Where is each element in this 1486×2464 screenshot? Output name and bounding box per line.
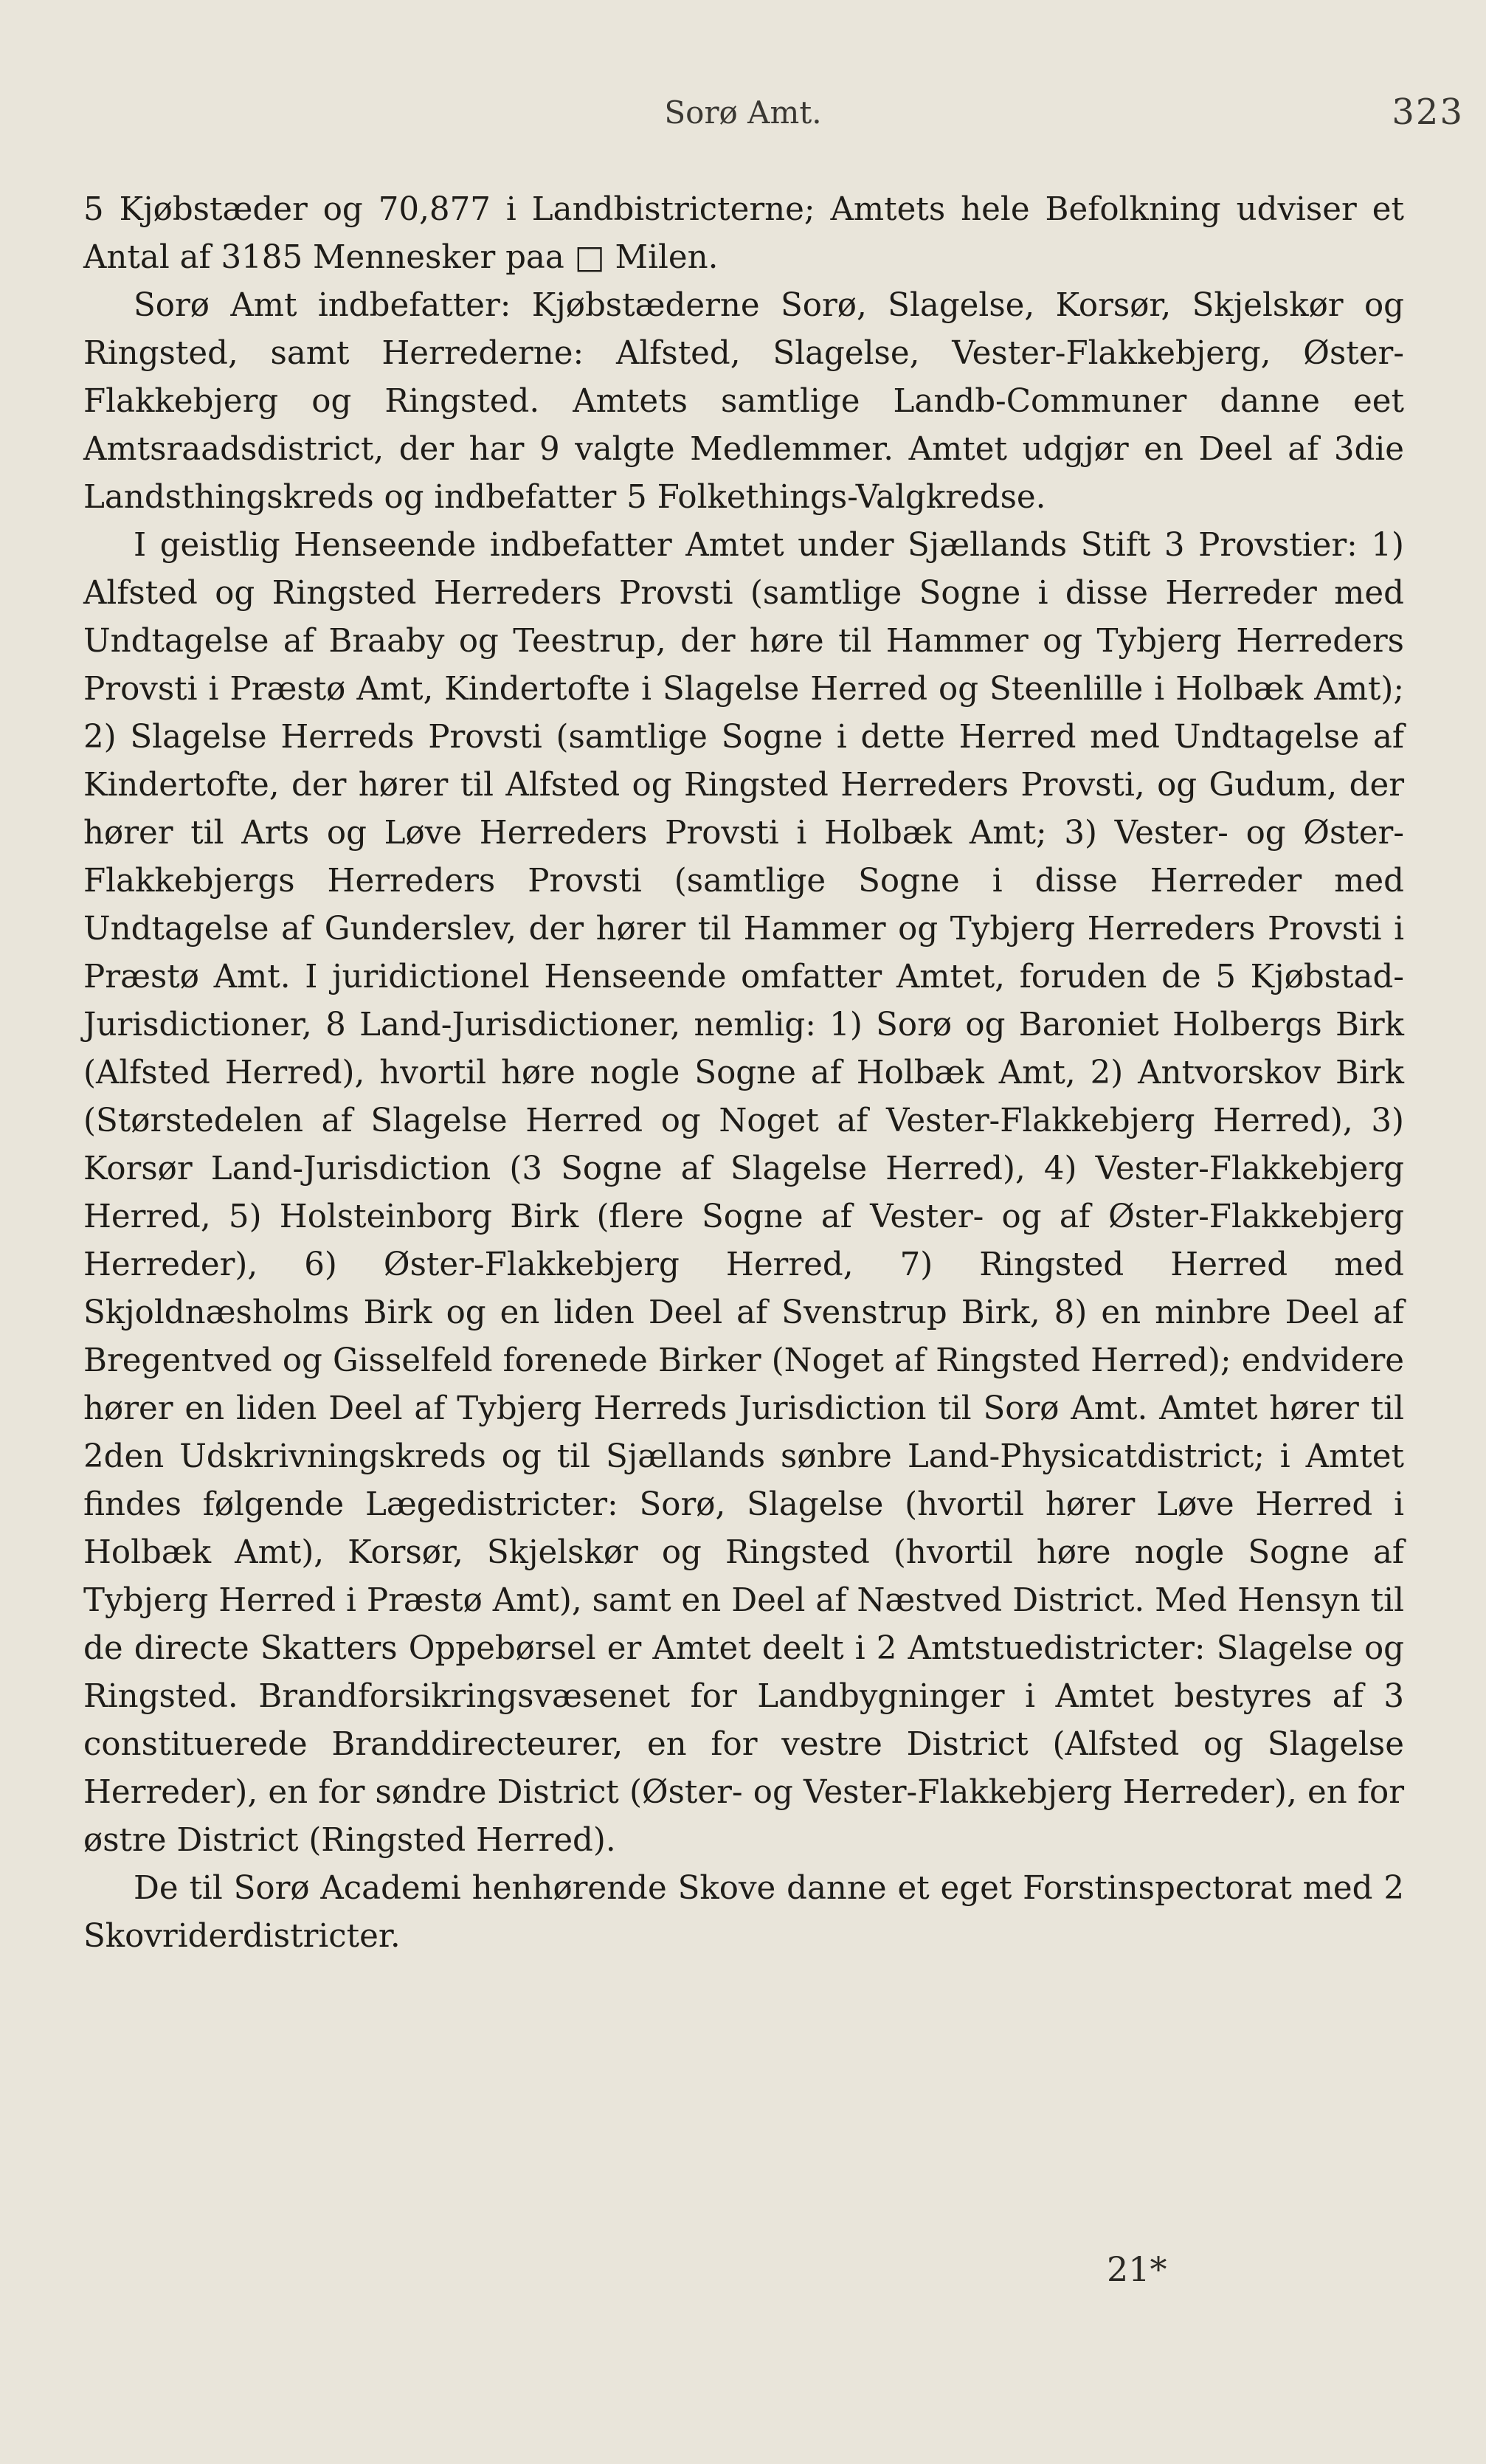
paragraph-4: De til Sorø Academi henhørende Skove danne et eget Forstinspectorat med 2 Skovriderdistricter.	[83, 1870, 1404, 1955]
text-body	[83, 186, 1404, 1961]
running-header: Sorø Amt.	[664, 94, 822, 131]
page-number: 323	[1392, 92, 1464, 133]
paragraph-2: Sorø Amt indbefatter: Kjøbstæderne Sorø, Slagelse, Korsør, Skjelskør og Ringsted, samt Herrederne: Alfsted, Slagelse, Vester-Flakkebjerg, Øster-Flakkebjerg og Ringsted. Amtets samtlige Landb-Communer danne eet Amtsraadsdistrict, der har 9 valgte Medlemmer. Amtet udgjør en Deel af 3die Landsthingskreds og indbefatter 5 Folkethings-Valgkredse.	[83, 287, 1404, 516]
paragraph-3: I geistlig Henseende indbefatter Amtet under Sjællands Stift 3 Provstier: 1) Alfsted og Ringsted Herreders Provsti (samtlige Sogne i disse Herreder med Undtagelse af Braaby og Teestrup, der høre til Hammer og Tybjerg Herreders Provsti i Præstø Amt, Kindertofte i Slagelse Herred og Steenlille i Holbæk Amt); 2) Slagelse Herreds Provsti (samtlige Sogne i dette Herred med Undtagelse af Kindertofte, der hører til Alfsted og Ringsted Herreders Provsti, og Gudum, der hører til Arts og Løve Herreders Provsti i Holbæk Amt; 3) Vester- og Øster-Flakkebjergs Herreders Provsti (samtlige Sogne i disse Herreder med Undtagelse af Gunderslev, der hører til Hammer og Tybjerg Herreders Provsti i Præstø Amt. I juridictionel Henseende omfatter Amtet, foruden de 5 Kjøbstad-Jurisdictioner, 8 Land-Jurisdictioner, nemlig: 1) Sorø og Baroniet Holbergs Birk (Alfsted Herred), hvortil høre nogle Sogne af Holbæk Amt, 2) Antvorskov Birk (Størstedelen af Slagelse Herred og Noget af Vester-Flakkebjerg Herred), 3) Korsør Land-Jurisdiction (3 Sogne af Slagelse Herred), 4) Vester-Flakkebjerg Herred, 5) Holsteinborg Birk (flere Sogne af Vester- og af Øster-Flakkebjerg Herreder), 6) Øster-Flakkebjerg Herred, 7) Ringsted Herred med Skjoldnæsholms Birk og en liden Deel af Svenstrup Birk, 8) en minbre Deel af Bregentved og Gisselfeld forenede Birker (Noget af Ringsted Herred); endvidere hører en liden Deel af Tybjerg Herreds Jurisdiction til Sorø Amt. Amtet hører til 2den Udskrivningskreds og til Sjællands sønbre Land-Physicatdistrict; i Amtet findes følgende Lægedistricter: Sorø, Slagelse (hvortil hører Løve Herred i Holbæk Amt), Korsør, Skjelskør og Ringsted (hvortil høre nogle Sogne af Tybjerg Herred i Præstø Amt), samt en Deel af Næstved District. Med Hensyn til de directe Skatters Oppebørsel er Amtet deelt i 2 Amtstuedistricter: Slagelse og Ringsted. Brandforsikringsvæsenet for Landbygninger i Amtet bestyres af 3 constituerede Branddirecteurer, en for vestre District (Alfsted og Slagelse Herreder), en for søndre District (Øster- og Vester-Flakkebjerg Herreder), en for østre District (Ringsted Herred).	[83, 527, 1404, 1859]
paragraph-1: 5 Kjøbstæder og 70,877 i Landbistricterne; Amtets hele Befolkning udviser et Antal af 3185 Mennesker paa □ Milen.	[83, 191, 1404, 276]
printer-signature-mark: 21*	[1107, 2249, 1167, 2289]
